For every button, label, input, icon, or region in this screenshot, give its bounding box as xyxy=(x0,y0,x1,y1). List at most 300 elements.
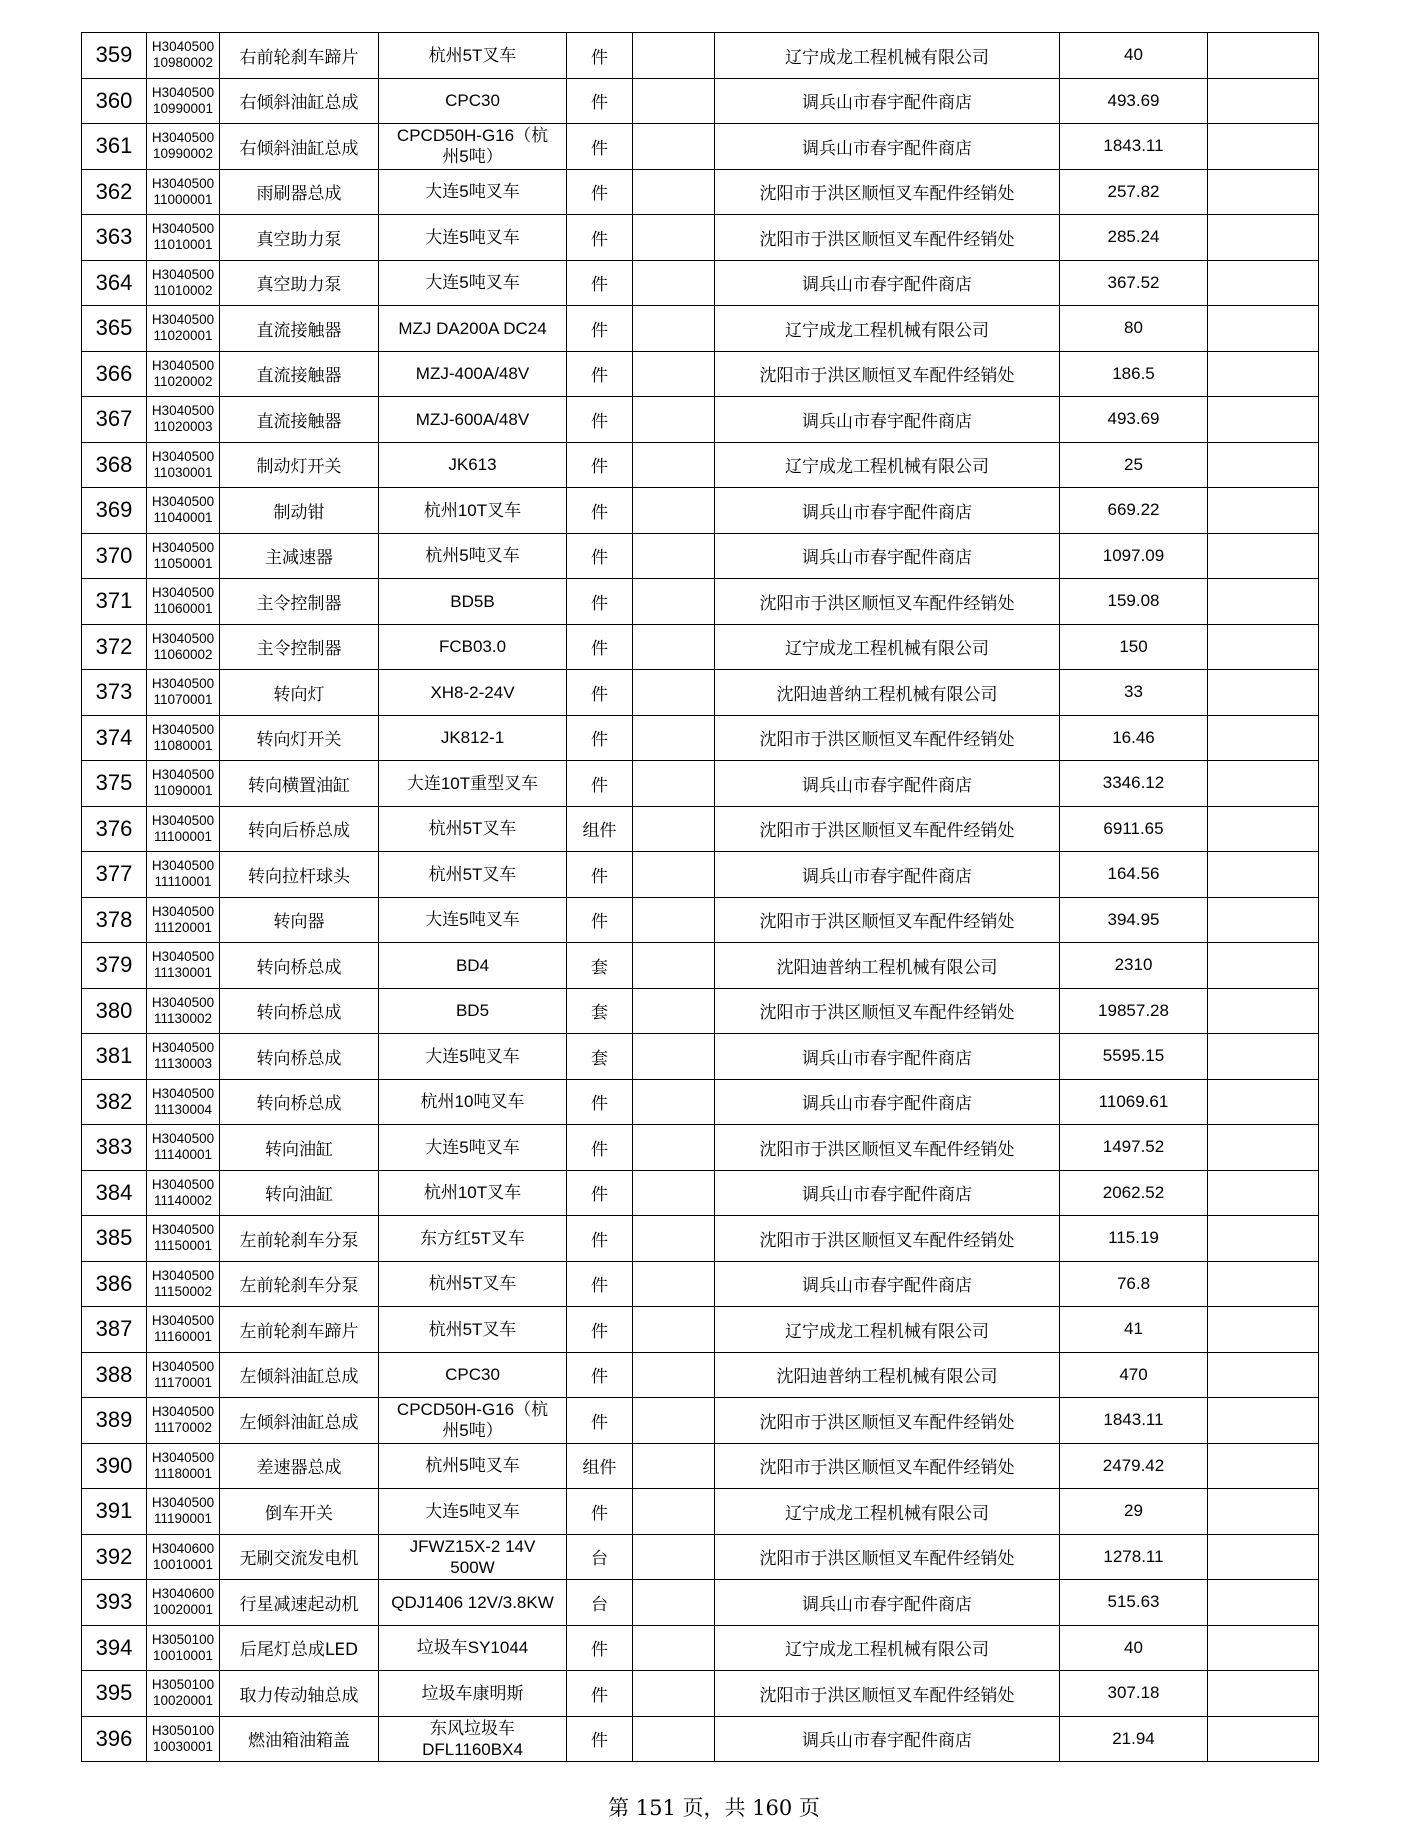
part-name: 左倾斜油缸总成 xyxy=(220,1398,379,1444)
unit: 件 xyxy=(567,533,633,579)
material-code-line: H3040500 xyxy=(151,1176,215,1192)
supplier: 沈阳市于洪区顺恒叉车配件经销处 xyxy=(715,1398,1060,1444)
material-code-line: H3040500 xyxy=(151,175,215,191)
unit: 件 xyxy=(567,1625,633,1671)
unit-price: 33 xyxy=(1060,670,1208,716)
row-number: 389 xyxy=(82,1398,147,1444)
part-name: 真空助力泵 xyxy=(220,260,379,306)
blank-cell xyxy=(1208,806,1319,852)
table-row xyxy=(82,1079,1319,1125)
unit-price: 40 xyxy=(1060,1625,1208,1671)
material-code xyxy=(147,33,220,79)
blank-cell xyxy=(1208,624,1319,670)
unit: 件 xyxy=(567,1079,633,1125)
table-row xyxy=(82,1443,1319,1489)
material-code xyxy=(147,78,220,124)
part-spec xyxy=(379,1307,567,1353)
blank-cell xyxy=(1208,1580,1319,1626)
unit-price: 307.18 xyxy=(1060,1671,1208,1717)
part-spec-line: DFL1160BX4 xyxy=(422,1739,523,1759)
part-spec xyxy=(379,761,567,807)
supplier: 辽宁成龙工程机械有限公司 xyxy=(715,1489,1060,1535)
supplier: 调兵山市春宇配件商店 xyxy=(715,78,1060,124)
unit-price: 25 xyxy=(1060,442,1208,488)
unit: 件 xyxy=(567,852,633,898)
table-row xyxy=(82,488,1319,534)
part-spec xyxy=(379,1625,567,1671)
row-number: 393 xyxy=(82,1580,147,1626)
row-number: 380 xyxy=(82,988,147,1034)
material-code-line: H3040500 xyxy=(151,539,215,555)
material-code xyxy=(147,1580,220,1626)
part-spec-line: 大连5吨叉车 xyxy=(425,227,520,247)
blank-cell xyxy=(633,670,715,716)
part-spec-line: MZJ-400A/48V xyxy=(415,364,530,384)
row-number: 376 xyxy=(82,806,147,852)
table-row xyxy=(82,1580,1319,1626)
supplier: 调兵山市春宇配件商店 xyxy=(715,1034,1060,1080)
blank-cell xyxy=(633,943,715,989)
supplier: 辽宁成龙工程机械有限公司 xyxy=(715,306,1060,352)
blank-cell xyxy=(1208,260,1319,306)
material-code-line: H3040500 xyxy=(151,585,215,601)
blank-cell xyxy=(633,1307,715,1353)
blank-cell xyxy=(633,1625,715,1671)
unit: 件 xyxy=(567,1352,633,1398)
unit-price: 1278.11 xyxy=(1060,1534,1208,1580)
part-spec xyxy=(379,1580,567,1626)
part-spec xyxy=(379,78,567,124)
material-code xyxy=(147,1625,220,1671)
material-code-line: 11110001 xyxy=(154,874,212,890)
material-code xyxy=(147,1125,220,1171)
blank-cell xyxy=(633,1489,715,1535)
part-spec-line: 杭州10T叉车 xyxy=(423,1183,522,1203)
part-spec-line: 东风垃圾车 xyxy=(430,1718,515,1738)
row-number: 367 xyxy=(82,397,147,443)
row-number: 371 xyxy=(82,579,147,625)
unit: 套 xyxy=(567,988,633,1034)
blank-cell xyxy=(633,1352,715,1398)
unit: 件 xyxy=(567,124,633,170)
material-code xyxy=(147,1489,220,1535)
unit: 件 xyxy=(567,397,633,443)
row-number: 361 xyxy=(82,124,147,170)
part-name: 转向油缸 xyxy=(220,1170,379,1216)
part-name: 转向拉杆球头 xyxy=(220,852,379,898)
material-code-line: 11150001 xyxy=(153,1238,213,1254)
unit-price: 80 xyxy=(1060,306,1208,352)
row-number: 360 xyxy=(82,78,147,124)
material-code-line: 11130001 xyxy=(153,965,213,981)
part-spec-line: 大连5吨叉车 xyxy=(425,1137,520,1157)
part-spec-line: CPC30 xyxy=(445,1365,500,1385)
part-spec xyxy=(379,1489,567,1535)
part-spec-line: BD4 xyxy=(455,955,490,975)
material-code xyxy=(147,1034,220,1080)
material-code-line: 11140001 xyxy=(153,1147,213,1163)
row-number: 362 xyxy=(82,169,147,215)
part-spec-line: 杭州5T叉车 xyxy=(428,819,517,839)
material-code-line: 11010002 xyxy=(153,282,213,298)
material-code xyxy=(147,852,220,898)
material-code-line: 11130002 xyxy=(153,1010,213,1026)
supplier: 辽宁成龙工程机械有限公司 xyxy=(715,33,1060,79)
part-spec xyxy=(379,169,567,215)
blank-cell xyxy=(633,897,715,943)
blank-cell xyxy=(1208,397,1319,443)
blank-cell xyxy=(633,1534,715,1580)
blank-cell xyxy=(1208,1079,1319,1125)
material-code-line: H3040500 xyxy=(151,130,215,146)
part-spec-line: 杭州5T叉车 xyxy=(428,45,517,65)
unit-price: 257.82 xyxy=(1060,169,1208,215)
blank-cell xyxy=(1208,1216,1319,1262)
row-number: 366 xyxy=(82,351,147,397)
blank-cell xyxy=(1208,488,1319,534)
unit-price: 6911.65 xyxy=(1060,806,1208,852)
part-spec-line: BD5B xyxy=(450,591,495,611)
material-code-line: H3040500 xyxy=(151,1131,215,1147)
blank-cell xyxy=(1208,988,1319,1034)
material-code xyxy=(147,579,220,625)
unit-price: 164.56 xyxy=(1060,852,1208,898)
row-number: 365 xyxy=(82,306,147,352)
blank-cell xyxy=(633,1034,715,1080)
blank-cell xyxy=(633,1671,715,1717)
unit-price: 159.08 xyxy=(1060,579,1208,625)
part-spec xyxy=(379,624,567,670)
part-name: 转向后桥总成 xyxy=(220,806,379,852)
supplier: 辽宁成龙工程机械有限公司 xyxy=(715,1625,1060,1671)
table-row xyxy=(82,260,1319,306)
part-spec xyxy=(379,215,567,261)
blank-cell xyxy=(1208,761,1319,807)
part-spec xyxy=(379,1125,567,1171)
material-code-line: H3050100 xyxy=(151,1677,215,1693)
unit-price: 29 xyxy=(1060,1489,1208,1535)
blank-cell xyxy=(1208,1034,1319,1080)
part-spec-line: XH8-2-24V xyxy=(430,682,515,702)
unit-price: 16.46 xyxy=(1060,715,1208,761)
row-number: 375 xyxy=(82,761,147,807)
blank-cell xyxy=(1208,1125,1319,1171)
row-number: 390 xyxy=(82,1443,147,1489)
material-code-line: 11080001 xyxy=(153,737,213,753)
part-name: 转向横置油缸 xyxy=(220,761,379,807)
material-code-line: 11020001 xyxy=(153,328,213,344)
part-name: 直流接触器 xyxy=(220,306,379,352)
part-spec-line: 500W xyxy=(450,1557,495,1577)
supplier: 沈阳市于洪区顺恒叉车配件经销处 xyxy=(715,897,1060,943)
material-code-line: H3040500 xyxy=(151,767,215,783)
part-spec-line: CPCD50H-G16（杭 xyxy=(396,1400,549,1420)
unit: 件 xyxy=(567,306,633,352)
part-spec-line: 大连5吨叉车 xyxy=(425,182,520,202)
supplier: 沈阳市于洪区顺恒叉车配件经销处 xyxy=(715,351,1060,397)
material-code xyxy=(147,1079,220,1125)
material-code-line: 11010001 xyxy=(153,237,213,253)
part-name: 转向桥总成 xyxy=(220,1079,379,1125)
material-code xyxy=(147,1671,220,1717)
row-number: 387 xyxy=(82,1307,147,1353)
part-spec-line: 大连5吨叉车 xyxy=(425,1501,520,1521)
material-code-line: 11180001 xyxy=(153,1465,213,1481)
supplier: 沈阳市于洪区顺恒叉车配件经销处 xyxy=(715,1216,1060,1262)
row-number: 364 xyxy=(82,260,147,306)
unit: 件 xyxy=(567,33,633,79)
material-code-line: H3040500 xyxy=(151,494,215,510)
table-row xyxy=(82,306,1319,352)
material-code-line: H3040500 xyxy=(151,39,215,55)
material-code-line: 10030001 xyxy=(152,1738,214,1754)
part-spec-line: BD5 xyxy=(455,1001,490,1021)
blank-cell xyxy=(1208,1625,1319,1671)
table-row xyxy=(82,806,1319,852)
table-row xyxy=(82,579,1319,625)
part-spec-line: 杭州5吨叉车 xyxy=(425,1456,520,1476)
supplier: 沈阳市于洪区顺恒叉车配件经销处 xyxy=(715,988,1060,1034)
blank-cell xyxy=(1208,1307,1319,1353)
supplier: 调兵山市春宇配件商店 xyxy=(715,1079,1060,1125)
row-number: 384 xyxy=(82,1170,147,1216)
blank-cell xyxy=(633,715,715,761)
unit-price: 515.63 xyxy=(1060,1580,1208,1626)
blank-cell xyxy=(1208,1352,1319,1398)
part-spec-line: MZJ DA200A DC24 xyxy=(398,318,547,338)
blank-cell xyxy=(633,1716,715,1762)
blank-cell xyxy=(1208,169,1319,215)
unit: 件 xyxy=(567,715,633,761)
table-row xyxy=(82,715,1319,761)
part-spec xyxy=(379,1716,567,1762)
part-spec xyxy=(379,442,567,488)
blank-cell xyxy=(633,1170,715,1216)
unit: 件 xyxy=(567,1671,633,1717)
part-spec xyxy=(379,715,567,761)
supplier: 调兵山市春宇配件商店 xyxy=(715,1261,1060,1307)
part-spec-line: 杭州5T叉车 xyxy=(428,1319,517,1339)
blank-cell xyxy=(1208,33,1319,79)
material-code-line: H3040500 xyxy=(151,1495,215,1511)
blank-cell xyxy=(633,1261,715,1307)
part-name: 取力传动轴总成 xyxy=(220,1671,379,1717)
row-number: 395 xyxy=(82,1671,147,1717)
table-row xyxy=(82,1534,1319,1580)
table-row xyxy=(82,1489,1319,1535)
material-code xyxy=(147,761,220,807)
row-number: 359 xyxy=(82,33,147,79)
row-number: 373 xyxy=(82,670,147,716)
material-code-line: H3040500 xyxy=(151,1358,215,1374)
material-code-line: H3040500 xyxy=(151,1404,215,1420)
part-spec-line: 大连5吨叉车 xyxy=(425,1046,520,1066)
part-spec xyxy=(379,397,567,443)
unit: 件 xyxy=(567,1489,633,1535)
part-spec xyxy=(379,670,567,716)
material-code-line: 11060002 xyxy=(153,646,213,662)
unit: 件 xyxy=(567,1216,633,1262)
unit: 件 xyxy=(567,1398,633,1444)
row-number: 394 xyxy=(82,1625,147,1671)
unit: 件 xyxy=(567,1261,633,1307)
unit: 件 xyxy=(567,78,633,124)
material-code-line: H3040500 xyxy=(151,448,215,464)
part-spec xyxy=(379,897,567,943)
unit-price: 3346.12 xyxy=(1060,761,1208,807)
supplier: 调兵山市春宇配件商店 xyxy=(715,1716,1060,1762)
part-spec-line: QDJ1406 12V/3.8KW xyxy=(391,1592,554,1612)
material-code-line: H3040500 xyxy=(151,994,215,1010)
material-code xyxy=(147,1307,220,1353)
material-code-line: 11130004 xyxy=(153,1101,213,1117)
material-code xyxy=(147,1352,220,1398)
row-number: 379 xyxy=(82,943,147,989)
blank-cell xyxy=(633,1398,715,1444)
material-code xyxy=(147,124,220,170)
blank-cell xyxy=(1208,943,1319,989)
row-number: 385 xyxy=(82,1216,147,1262)
unit-price: 1097.09 xyxy=(1060,533,1208,579)
part-spec xyxy=(379,351,567,397)
material-code xyxy=(147,1216,220,1262)
part-spec xyxy=(379,1671,567,1717)
table-row xyxy=(82,1125,1319,1171)
blank-cell xyxy=(633,488,715,534)
material-code-line: H3040500 xyxy=(151,721,215,737)
blank-cell xyxy=(633,806,715,852)
material-code-line: H3040500 xyxy=(151,812,215,828)
part-spec xyxy=(379,1216,567,1262)
material-code xyxy=(147,624,220,670)
unit-price: 41 xyxy=(1060,1307,1208,1353)
material-code-line: 11130003 xyxy=(153,1056,213,1072)
blank-cell xyxy=(633,1580,715,1626)
material-code-line: H3040500 xyxy=(151,84,215,100)
supplier: 沈阳迪普纳工程机械有限公司 xyxy=(715,943,1060,989)
material-code xyxy=(147,169,220,215)
part-spec-line: 大连10T重型叉车 xyxy=(406,773,539,793)
unit-price: 150 xyxy=(1060,624,1208,670)
blank-cell xyxy=(1208,1671,1319,1717)
row-number: 363 xyxy=(82,215,147,261)
unit-price: 493.69 xyxy=(1060,397,1208,443)
blank-cell xyxy=(1208,124,1319,170)
blank-cell xyxy=(633,169,715,215)
unit-price: 470 xyxy=(1060,1352,1208,1398)
material-code-line: 11000001 xyxy=(153,191,213,207)
blank-cell xyxy=(1208,1443,1319,1489)
part-name: 直流接触器 xyxy=(220,351,379,397)
part-spec xyxy=(379,1079,567,1125)
part-spec xyxy=(379,1443,567,1489)
part-name: 转向桥总成 xyxy=(220,988,379,1034)
material-code xyxy=(147,1534,220,1580)
unit-price: 1843.11 xyxy=(1060,124,1208,170)
unit: 件 xyxy=(567,579,633,625)
material-code-line: H3040500 xyxy=(151,1085,215,1101)
table-row xyxy=(82,670,1319,716)
part-spec-line: 杭州5T叉车 xyxy=(428,864,517,884)
part-spec-line: 杭州10T叉车 xyxy=(423,500,522,520)
blank-cell xyxy=(633,124,715,170)
material-code-line: 11070001 xyxy=(153,692,213,708)
part-name: 主令控制器 xyxy=(220,579,379,625)
supplier: 沈阳迪普纳工程机械有限公司 xyxy=(715,670,1060,716)
material-code-line: H3040500 xyxy=(151,903,215,919)
material-code-line: H3040500 xyxy=(151,858,215,874)
part-name: 转向灯开关 xyxy=(220,715,379,761)
part-spec-line: JFWZ15X-2 14V xyxy=(409,1536,536,1556)
blank-cell xyxy=(1208,1489,1319,1535)
part-name: 左前轮刹车蹄片 xyxy=(220,1307,379,1353)
supplier: 辽宁成龙工程机械有限公司 xyxy=(715,1307,1060,1353)
unit: 件 xyxy=(567,169,633,215)
unit: 件 xyxy=(567,670,633,716)
part-spec xyxy=(379,1170,567,1216)
part-spec xyxy=(379,33,567,79)
blank-cell xyxy=(1208,215,1319,261)
material-code-line: 11050001 xyxy=(153,555,213,571)
table-row xyxy=(82,988,1319,1034)
unit: 件 xyxy=(567,1716,633,1762)
part-spec-line: 垃圾车SY1044 xyxy=(416,1638,529,1658)
supplier: 调兵山市春宇配件商店 xyxy=(715,852,1060,898)
material-code xyxy=(147,351,220,397)
blank-cell xyxy=(633,306,715,352)
unit: 套 xyxy=(567,943,633,989)
row-number: 374 xyxy=(82,715,147,761)
blank-cell xyxy=(1208,1170,1319,1216)
blank-cell xyxy=(633,1443,715,1489)
unit: 台 xyxy=(567,1580,633,1626)
supplier: 沈阳市于洪区顺恒叉车配件经销处 xyxy=(715,1534,1060,1580)
unit-price: 21.94 xyxy=(1060,1716,1208,1762)
material-code xyxy=(147,306,220,352)
row-number: 370 xyxy=(82,533,147,579)
unit-price: 76.8 xyxy=(1060,1261,1208,1307)
part-spec xyxy=(379,943,567,989)
part-spec-line: 州5吨） xyxy=(442,147,503,167)
part-name: 雨刷器总成 xyxy=(220,169,379,215)
unit-price: 285.24 xyxy=(1060,215,1208,261)
supplier: 调兵山市春宇配件商店 xyxy=(715,1580,1060,1626)
table-row xyxy=(82,897,1319,943)
material-code xyxy=(147,1261,220,1307)
part-spec xyxy=(379,1034,567,1080)
supplier: 调兵山市春宇配件商店 xyxy=(715,533,1060,579)
material-code xyxy=(147,533,220,579)
blank-cell xyxy=(633,624,715,670)
blank-cell xyxy=(1208,1261,1319,1307)
material-code-line: 10020001 xyxy=(152,1602,214,1618)
blank-cell xyxy=(1208,715,1319,761)
blank-cell xyxy=(1208,670,1319,716)
unit: 件 xyxy=(567,761,633,807)
blank-cell xyxy=(633,1125,715,1171)
material-code xyxy=(147,215,220,261)
blank-cell xyxy=(1208,897,1319,943)
parts-price-table xyxy=(81,32,1319,1762)
table-row xyxy=(82,1671,1319,1717)
table-row xyxy=(82,397,1319,443)
blank-cell xyxy=(633,1216,715,1262)
material-code-line: H3050100 xyxy=(151,1722,215,1738)
unit: 件 xyxy=(567,1170,633,1216)
unit: 件 xyxy=(567,215,633,261)
supplier: 沈阳市于洪区顺恒叉车配件经销处 xyxy=(715,715,1060,761)
material-code-line: 10980002 xyxy=(152,55,214,71)
